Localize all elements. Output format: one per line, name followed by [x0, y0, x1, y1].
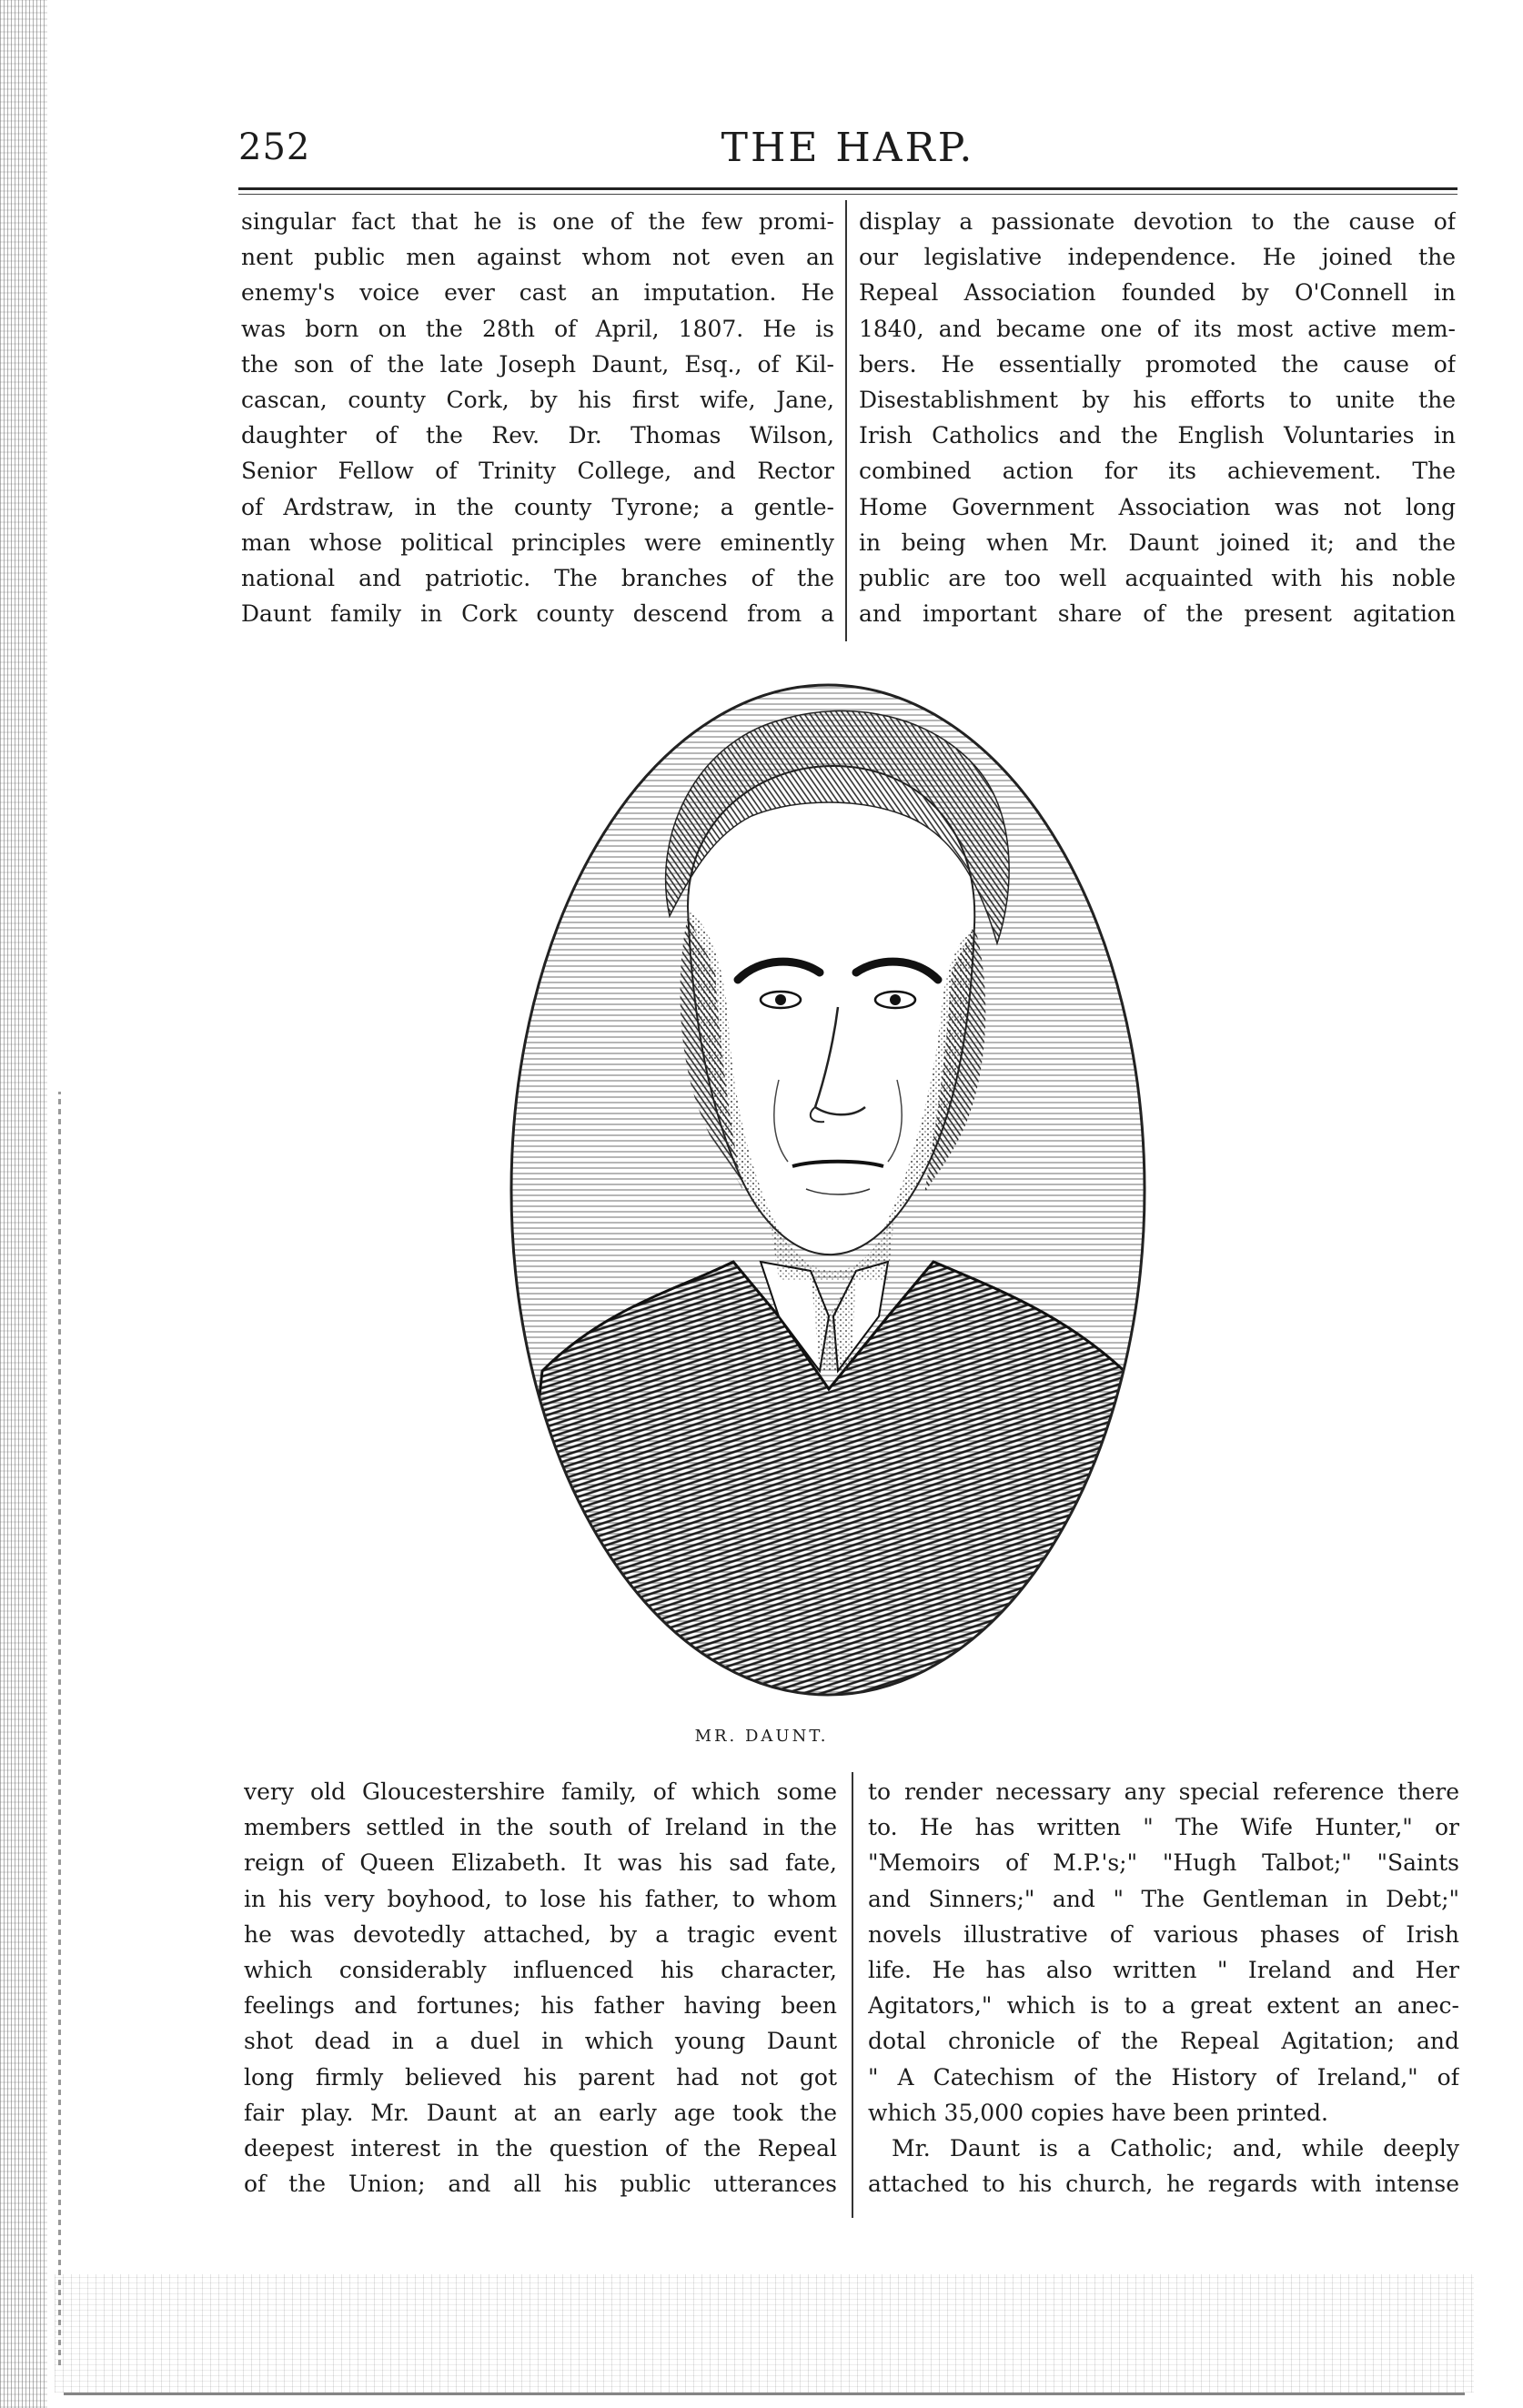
- text-line: of Ardstraw, in the county Tyrone; a gentle-: [241, 493, 834, 520]
- text-line: combined action for its achievement. The: [859, 458, 1456, 485]
- text-line: of the Union; and all his public utterances: [244, 2171, 837, 2198]
- text-line: shot dead in a duel in which young Daunt: [244, 2028, 837, 2055]
- text-line: and important share of the present agitation: [859, 600, 1456, 628]
- top-right-column: [859, 204, 1456, 631]
- bottom-right-column: [868, 1774, 1459, 2201]
- text-line: members settled in the south of Ireland in the: [244, 1814, 837, 1841]
- text-line: Irish Catholics and the English Voluntaries in: [859, 422, 1456, 449]
- header-rule-thin: [238, 194, 1457, 195]
- text-line: " A Catechism of the History of Ireland," of: [868, 2063, 1459, 2091]
- text-line: which 35,000 copies have been printed.: [868, 2099, 1328, 2126]
- portrait-background: [506, 680, 1150, 1700]
- portrait-caption: MR. DAUNT.: [694, 1727, 829, 1746]
- text-line: in his very boyhood, to lose his father, to whom: [244, 1885, 837, 1912]
- scan-bottom-smudge: [55, 2274, 1474, 2393]
- text-line: Home Government Association was not long: [859, 493, 1456, 520]
- text-line: fair play. Mr. Daunt at an early age took the: [244, 2099, 837, 2126]
- text-line: and Sinners;" and " The Gentleman in Debt;": [868, 1885, 1459, 1912]
- text-line: "Memoirs of M.P.'s;" "Hugh Talbot;" "Saints: [868, 1849, 1459, 1877]
- text-line: life. He has also written " Ireland and Her: [868, 1957, 1459, 1984]
- scan-binding-edge: [0, 0, 47, 2408]
- text-line: Daunt family in Cork county descend from a: [241, 600, 834, 628]
- scan-bottom-rule: [64, 2393, 1465, 2395]
- text-line: long firmly believed his parent had not got: [244, 2063, 837, 2091]
- header-rule: [238, 187, 1457, 190]
- text-line: Repeal Association founded by O'Connell in: [859, 279, 1456, 307]
- top-left-column: [241, 204, 834, 631]
- column-rule-top: [845, 200, 847, 641]
- text-line: singular fact that he is one of the few promi-: [241, 208, 834, 235]
- page-number: 252: [238, 126, 311, 168]
- text-line: novels illustrative of various phases of Irish: [868, 1920, 1459, 1948]
- text-line: to render necessary any special reference there: [868, 1778, 1459, 1805]
- text-line: enemy's voice ever cast an imputation. He: [241, 279, 834, 307]
- text-line: Mr. Daunt is a Catholic; and, while deeply: [892, 2135, 1459, 2162]
- text-line: reign of Queen Elizabeth. It was his sad fate,: [244, 1849, 837, 1877]
- text-line: deepest interest in the question of the Repeal: [244, 2135, 837, 2162]
- text-line: display a passionate devotion to the cause of: [859, 208, 1456, 235]
- portrait-engraving: [506, 680, 1150, 1700]
- text-line: man whose political principles were eminently: [241, 529, 834, 556]
- text-line: was born on the 28th of April, 1807. He is: [241, 315, 834, 342]
- text-line: 1840, and became one of its most active mem-: [859, 315, 1456, 342]
- text-line: daughter of the Rev. Dr. Thomas Wilson,: [241, 422, 834, 449]
- text-line: to. He has written " The Wife Hunter," or: [868, 1814, 1459, 1841]
- text-line: Agitators," which is to a great extent an anec-: [868, 1992, 1459, 2020]
- column-rule-bottom: [852, 1772, 853, 2218]
- text-line: cascan, county Cork, by his first wife, Jane,: [241, 387, 834, 414]
- text-line: Disestablishment by his efforts to unite the: [859, 387, 1456, 414]
- text-line: public are too well acquainted with his noble: [859, 565, 1456, 592]
- text-line: very old Gloucestershire family, of which some: [244, 1778, 837, 1805]
- text-line: in being when Mr. Daunt joined it; and the: [859, 529, 1456, 556]
- text-line: Senior Fellow of Trinity College, and Rector: [241, 458, 834, 485]
- text-line: dotal chronicle of the Repeal Agitation; and: [868, 2028, 1459, 2055]
- text-line: he was devotedly attached, by a tragic event: [244, 1920, 837, 1948]
- text-line: the son of the late Joseph Daunt, Esq., of Kil-: [241, 350, 834, 378]
- text-line: feelings and fortunes; his father having been: [244, 1992, 837, 2020]
- text-line: nent public men against whom not even an: [241, 244, 834, 271]
- text-line: our legislative independence. He joined the: [859, 244, 1456, 271]
- text-line: bers. He essentially promoted the cause of: [859, 350, 1456, 378]
- text-line: attached to his church, he regards with intense: [868, 2171, 1459, 2198]
- text-line: national and patriotic. The branches of the: [241, 565, 834, 592]
- page-header: [238, 123, 1457, 177]
- journal-title: THE HARP.: [721, 125, 975, 171]
- text-line: which considerably influenced his character,: [244, 1957, 837, 1984]
- bottom-left-column: [244, 1774, 837, 2201]
